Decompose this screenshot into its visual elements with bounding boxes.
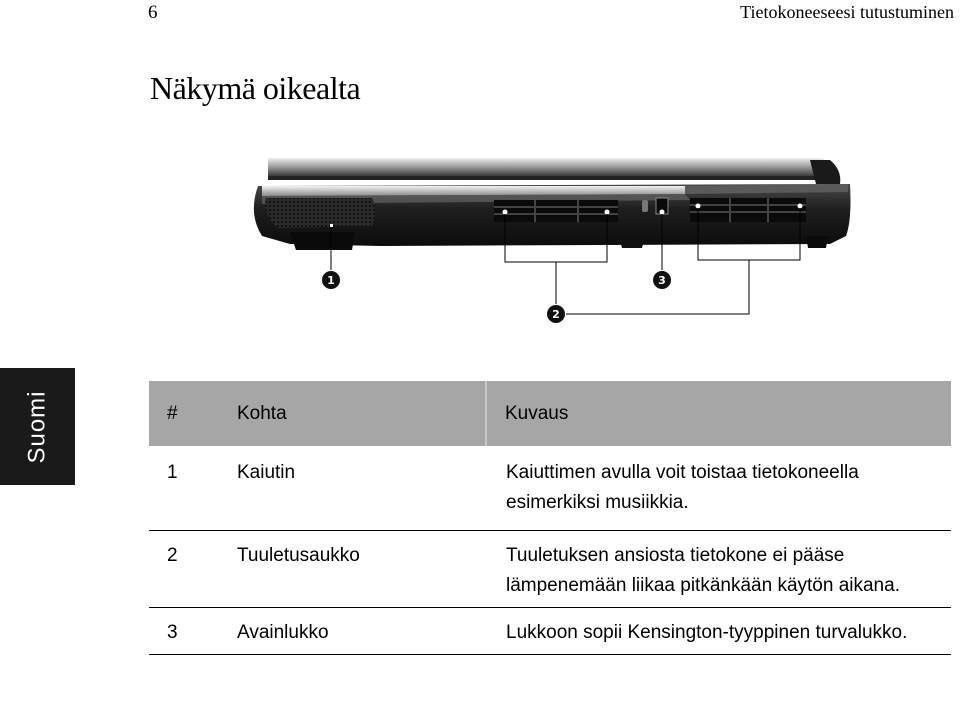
callout-marker-2 [547, 305, 565, 323]
callout-marker-1 [322, 271, 340, 289]
laptop-lid [268, 158, 840, 184]
header-item: Kohta [237, 381, 486, 446]
svg-text:3: 3 [658, 274, 666, 287]
row-description: Tuuletuksen ansiosta tietokone ei pääse lämpenemään liikaa pitkänkään käytön aikana. [486, 531, 951, 608]
speaker-grille [265, 198, 375, 228]
parts-table [149, 381, 951, 655]
vent-grille-right [690, 198, 806, 222]
table-row [149, 531, 951, 608]
running-header: Tietokoneeseesi tutustuminen [740, 2, 954, 22]
row-description: Lukkoon sopii Kensington-tyyppinen turvalukko. [486, 608, 951, 655]
row-item: Avainlukko [237, 608, 486, 655]
table-row [149, 608, 951, 655]
row-item: Tuuletusaukko [237, 531, 486, 608]
header-number: # [149, 381, 237, 446]
laptop-right-side-figure [0, 0, 960, 340]
table-row [149, 446, 951, 531]
row-number: 2 [149, 531, 237, 608]
language-tab [0, 368, 75, 485]
header-description: Kuvaus [486, 381, 951, 446]
row-description: Kaiuttimen avulla voit toistaa tietokoneella esimerkiksi musiikkia. [486, 446, 951, 531]
svg-text:2: 2 [552, 308, 560, 321]
callout-marker-3 [653, 271, 671, 289]
row-item: Kaiutin [237, 446, 486, 531]
section-title: Näkymä oikealta [150, 70, 361, 106]
page-number: 6 [148, 2, 158, 23]
row-number: 3 [149, 608, 237, 655]
row-number: 1 [149, 446, 237, 531]
table-header-row [149, 381, 951, 446]
svg-text:1: 1 [327, 274, 335, 287]
vent-grille-left [494, 200, 618, 222]
language-tab-label: Suomi [23, 389, 51, 464]
